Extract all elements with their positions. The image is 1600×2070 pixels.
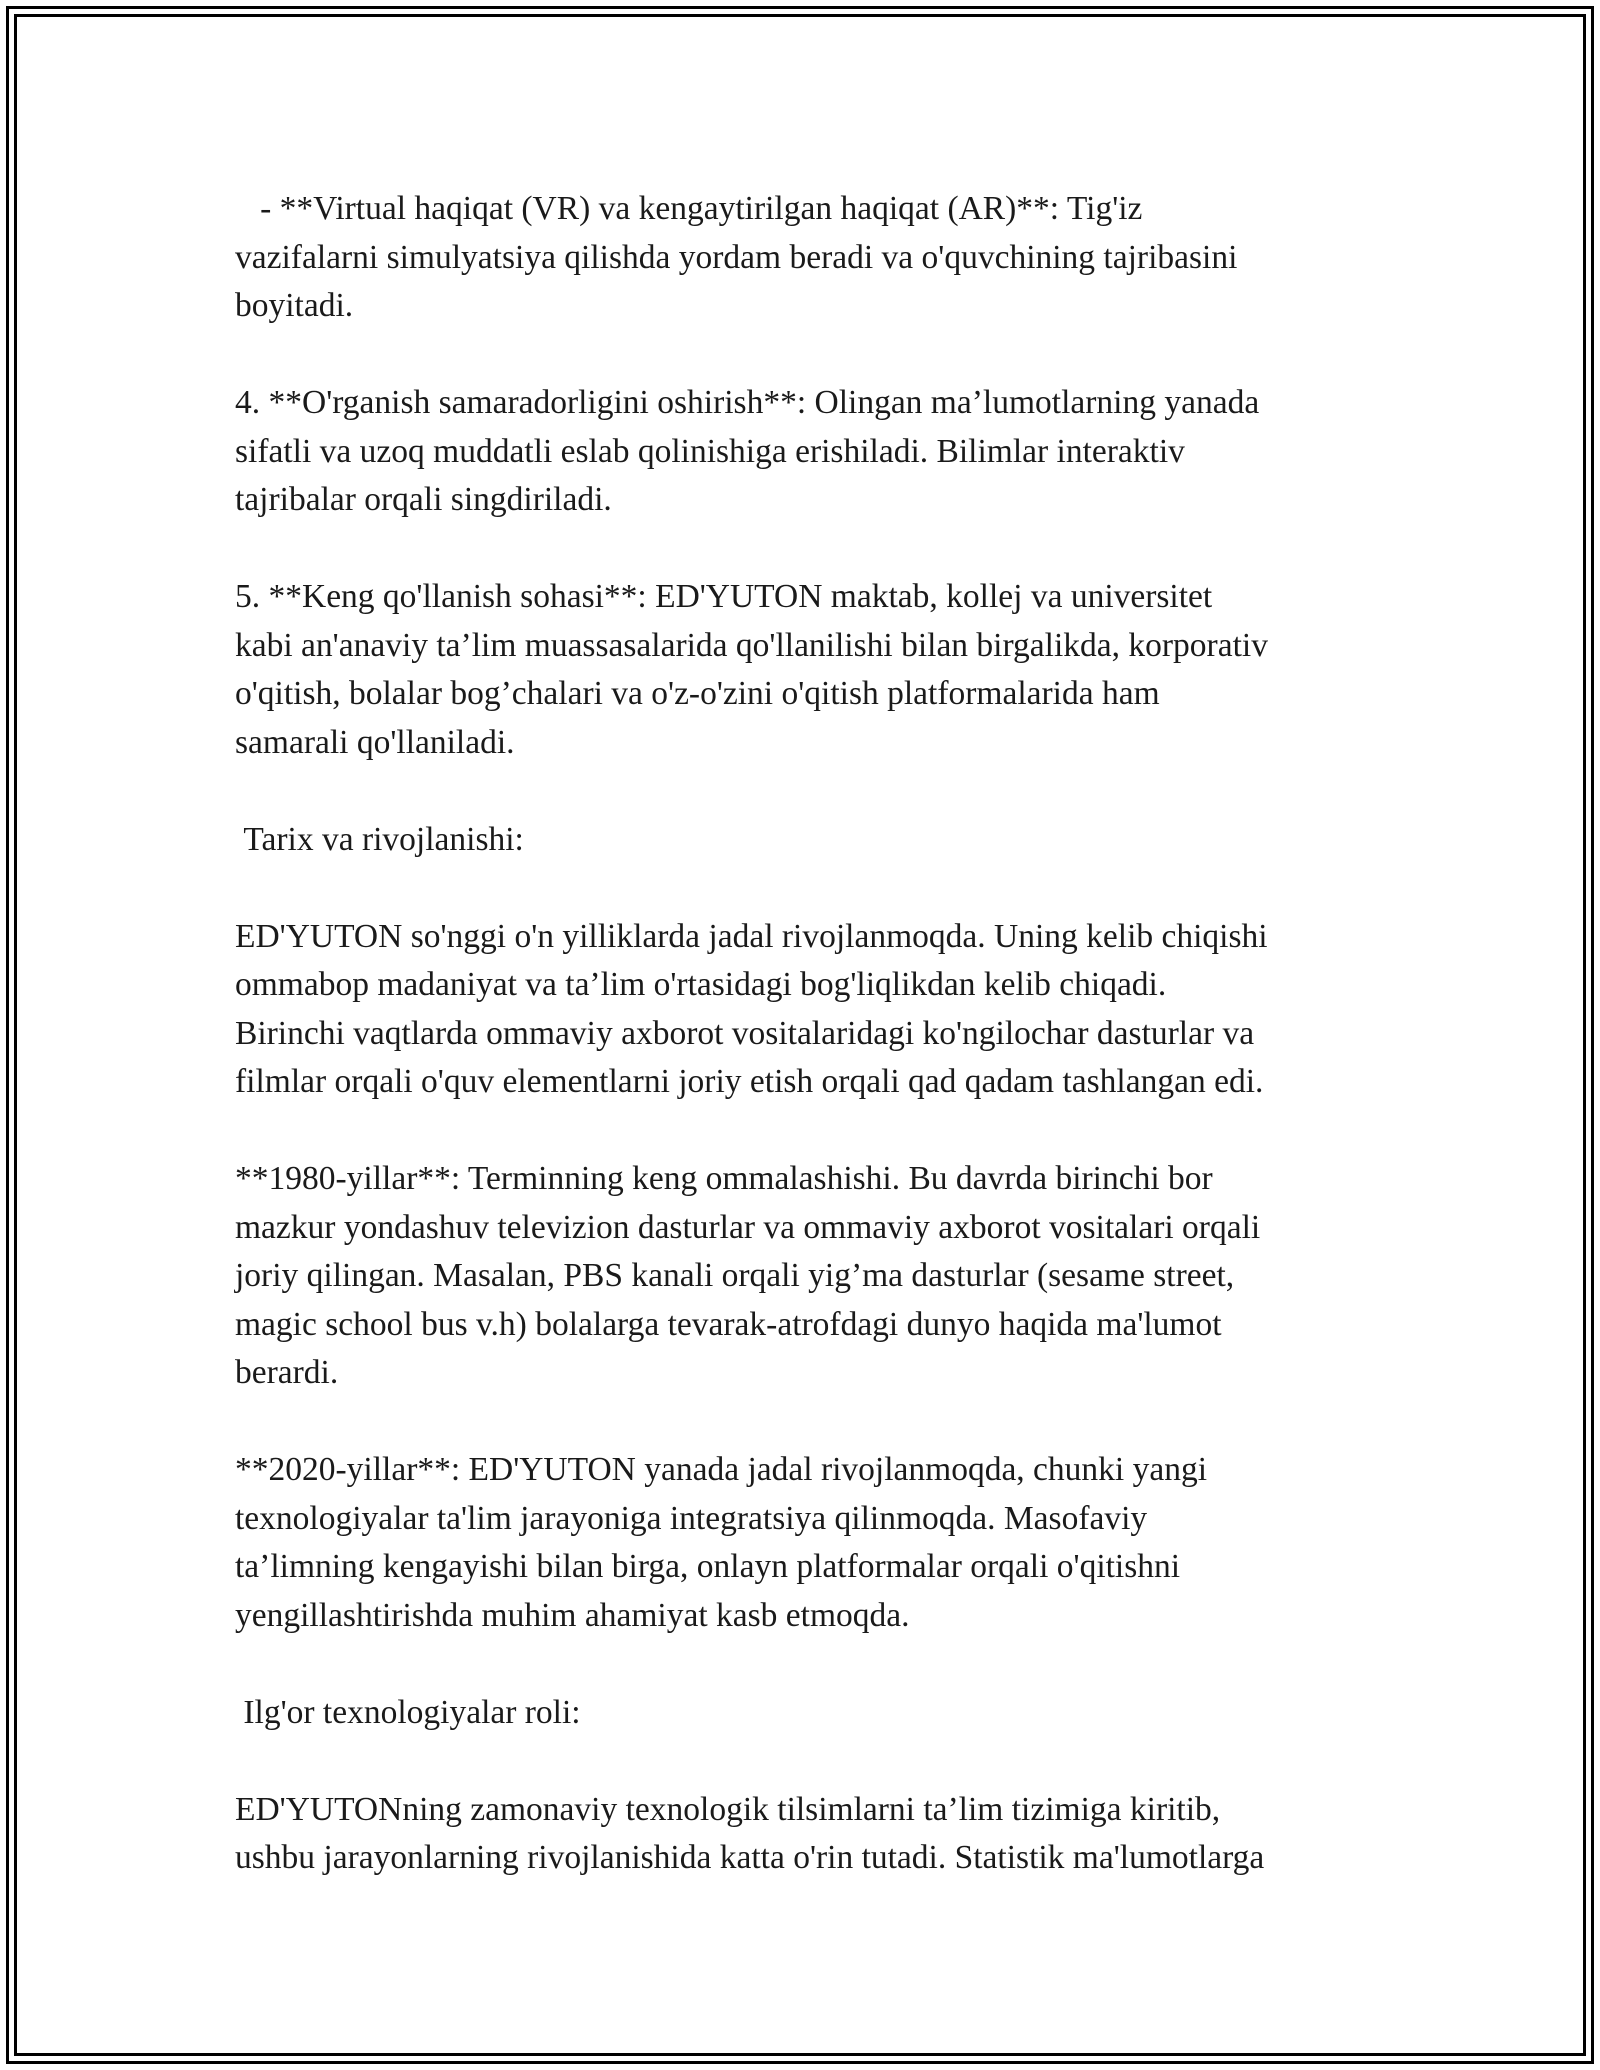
text-line: sifatli va uzoq muddatli eslab qolinishiga erishiladi. Bilimlar interaktiv xyxy=(235,432,1185,470)
text-line: Ilg'or texnologiyalar roli: xyxy=(235,1693,581,1731)
text-line: berardi. xyxy=(235,1354,339,1391)
paragraph xyxy=(235,913,1385,1107)
text-line: Birinchi vaqtlarda ommaviy axborot vositalaridagi ko'ngilochar dasturlar va xyxy=(235,1014,1255,1052)
text-line: ushbu jarayonlarning rivojlanishida katta o'rin tutadi. Statistik ma'lumotlarga xyxy=(235,1839,1265,1876)
text-line: filmlar orqali o'quv elementlarni joriy etish orqali qad qadam tashlangan edi. xyxy=(235,1063,1264,1100)
paragraph xyxy=(235,1786,1385,1883)
text-line: **1980-yillar**: Terminning keng ommalashishi. Bu davrda birinchi bor xyxy=(235,1160,1213,1197)
text-line: ED'YUTON so'nggi o'n yilliklarda jadal rivojlanmoqda. Uning kelib chiqishi xyxy=(235,917,1268,955)
paragraph xyxy=(235,1446,1385,1640)
text-line: Tarix va rivojlanishi: xyxy=(235,820,524,858)
paragraph xyxy=(235,816,1385,865)
text-line: 4. **O'rganish samaradorligini oshirish**: Olingan ma’lumotlarning yanada xyxy=(235,384,1260,421)
text-line: vazifalarni simulyatsiya qilishda yordam beradi va o'quvchining tajribasini xyxy=(235,238,1238,276)
text-line: ommabop madaniyat va ta’lim o'rtasidagi bog'liqlikdan kelib chiqadi. xyxy=(235,966,1167,1003)
text-line: **2020-yillar**: ED'YUTON yanada jadal rivojlanmoqda, chunki yangi xyxy=(235,1451,1208,1488)
text-line: boyitadi. xyxy=(235,287,354,324)
text-line: joriy qilingan. Masalan, PBS kanali orqali yig’ma dasturlar (sesame street, xyxy=(235,1257,1235,1294)
text-line: kabi an'anaviy ta’lim muassasalarida qo'llanilishi bilan birgalikda, korporativ xyxy=(235,626,1268,664)
document-body xyxy=(235,185,1385,1883)
paragraph xyxy=(235,1689,1385,1738)
paragraph xyxy=(235,1155,1385,1398)
text-line: - **Virtual haqiqat (VR) va kengaytirilgan haqiqat (AR)**: Tig'iz xyxy=(235,190,1143,227)
text-line: ta’limning kengayishi bilan birga, onlayn platformalar orqali o'qitishni xyxy=(235,1548,1181,1585)
text-line: yengillashtirishda muhim ahamiyat kasb etmoqda. xyxy=(235,1596,910,1634)
text-line: o'qitish, bolalar bog’chalari va o'z-o'zini o'qitish platformalarida ham xyxy=(235,675,1160,712)
text-line: texnologiyalar ta'lim jarayoniga integratsiya qilinmoqda. Masofaviy xyxy=(235,1499,1148,1537)
text-line: mazkur yondashuv televizion dasturlar va ommaviy axborot vositalari orqali xyxy=(235,1208,1261,1246)
text-line: 5. **Keng qo'llanish sohasi**: ED'YUTON maktab, kollej va universitet xyxy=(235,578,1213,615)
paragraph xyxy=(235,573,1385,767)
text-line: ED'YUTONning zamonaviy texnologik tilsimlarni ta’lim tizimiga kiritib, xyxy=(235,1790,1221,1828)
text-line: tajribalar orqali singdiriladi. xyxy=(235,481,612,518)
text-line: samarali qo'llaniladi. xyxy=(235,723,515,761)
text-line: magic school bus v.h) bolalarga tevarak-atrofdagi dunyo haqida ma'lumot xyxy=(235,1305,1222,1343)
paragraph xyxy=(235,185,1385,331)
paragraph xyxy=(235,379,1385,525)
